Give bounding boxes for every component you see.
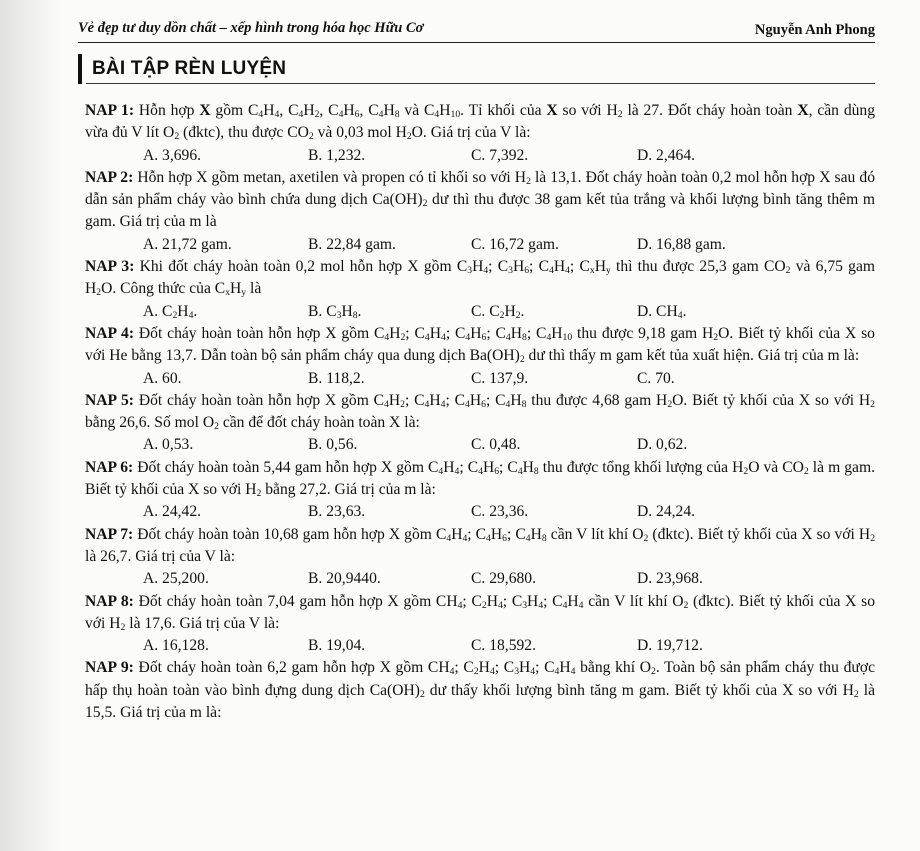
question-text: Hỗn hợp X gồm metan, axetilen và propen có tỉ khối so với $H_2$ là 13,1. Đốt cháy hoàn toàn 0,2 mol hỗn hợp X sau đó dẫn sản phẩm cháy vào bình chứa dung dịch $Ca(OH)_2$ dư thì thu được 38 gam kết tủa trắng và khối lượng bình tăng thêm m gam. Giá trị của m là <box>85 168 875 231</box>
answer-option: D. 24,24. <box>637 503 696 521</box>
answer-option: A. $C_2H_4$. <box>143 302 198 321</box>
answer-option: B. $C_3H_8$. <box>308 302 362 321</box>
question-text: Đốt cháy hoàn toàn 5,44 gam hỗn hợp X gồm $C_4H_4$; $C_4H_6$; $C_4H_8$ thu được tổng khối lượng của $H_2O$ và $CO_2$ là m gam. Biết tỷ khối của X so với $H_2$ bằng 27,2. Giá trị của m là: <box>85 458 876 500</box>
answer-option: C. 23,36. <box>471 503 529 521</box>
question-1 <box>85 100 875 145</box>
question-2 <box>85 167 875 234</box>
question-label: NAP 3: <box>85 258 135 276</box>
answer-option: B. 0,56. <box>308 436 358 454</box>
answer-option: C. 137,9. <box>471 369 529 387</box>
question-8 <box>85 591 875 636</box>
answer-option: B. 20,9440. <box>308 570 381 588</box>
section-title-box <box>78 54 875 84</box>
answer-options <box>85 234 875 256</box>
header-title: Vẻ đẹp tư duy dồn chất – xếp hình trong hóa học Hữu Cơ <box>78 20 424 36</box>
answer-option: A. 16,128. <box>143 637 209 655</box>
question-label: NAP 6: <box>85 458 134 476</box>
answer-options <box>85 501 875 523</box>
answer-option: B. 19,04. <box>308 637 366 655</box>
question-text: Đốt cháy hoàn toàn hỗn hợp X gồm $C_4H_2$; $C_4H_4$; $C_4H_6$; $C_4H_8$; $C_4H_{10}$ thu được 9,18 gam $H_2O$. Biết tỷ khối của X so với He bằng 13,7. Dẫn toàn bộ sản phẩm cháy qua dung dịch $Ba(OH)_2$ dư thì thấy m gam kết tủa xuất hiện. Giá trị của m là: <box>85 324 875 366</box>
answer-option: B. 22,84 gam. <box>308 235 396 253</box>
scan-shadow <box>0 0 60 851</box>
question-label: NAP 4: <box>85 324 135 342</box>
section-title-rule <box>86 83 875 84</box>
answer-option: A. 21,72 gam. <box>143 235 232 253</box>
page-header <box>78 20 875 42</box>
answer-option: D. $CH_4$. <box>637 302 687 321</box>
answer-options <box>85 434 875 456</box>
header-author: Nguyễn Anh Phong <box>754 22 875 38</box>
question-label: NAP 1: <box>85 102 135 119</box>
answer-options <box>85 301 875 323</box>
answer-option: C. 70. <box>637 369 675 387</box>
answer-option: A. 60. <box>143 369 182 387</box>
question-text: Đốt cháy hoàn toàn hỗn hợp X gồm $C_4H_2$; $C_4H_4$; $C_4H_6$; $C_4H_8$ thu được 4,68 gam $H_2O$. Biết tỷ khối của X so với $H_2$ bằng 26,6. Số mol $O_2$ cần để đốt cháy hoàn toàn X là: <box>85 391 875 433</box>
answer-option: D. 2,464. <box>637 146 696 164</box>
question-text: Khi đốt cháy hoàn toàn 0,2 mol hỗn hợp X gồm $C_3H_4$; $C_3H_6$; $C_4H_4$; $C_xH_y$ thì thu được 25,3 gam $CO_2$ và 6,75 gam $H_2O$. Công thức của $C_xH_y$ là <box>85 258 875 299</box>
answer-option: A. 3,696. <box>143 146 202 164</box>
answer-option: C. 7,392. <box>471 146 529 164</box>
answer-option: A. 24,42. <box>143 503 202 521</box>
question-label: NAP 2: <box>85 168 134 186</box>
header-rule <box>78 42 875 43</box>
question-3 <box>85 256 875 301</box>
question-label: NAP 7: <box>85 525 134 543</box>
question-label: NAP 8: <box>85 592 134 610</box>
answer-option: C. 16,72 gam. <box>471 235 559 253</box>
question-list <box>85 100 875 724</box>
question-9 <box>85 657 875 724</box>
answer-option: B. 23,63. <box>308 503 366 521</box>
question-5 <box>85 390 875 435</box>
question-text: Đốt cháy hoàn toàn 7,04 gam hỗn hợp X gồm $CH_4$; $C_2H_4$; $C_3H_4$; $C_4H_4$ cần V lít khí $O_2$ (đktc). Biết tỷ khối của X so với $H_2$ là 17,6. Giá trị của V là: <box>85 592 875 633</box>
question-7 <box>85 524 875 569</box>
answer-options <box>85 568 875 590</box>
answer-options <box>85 145 875 167</box>
answer-option: D. 16,88 gam. <box>637 235 726 253</box>
question-label: NAP 5: <box>85 391 135 409</box>
question-text: Đốt cháy hoàn toàn 6,2 gam hỗn hợp X gồm $CH_4$; $C_2H_4$; $C_3H_4$; $C_4H_4$ bằng khí $O_2$. Toàn bộ sản phẩm cháy thu được hấp thụ hoàn toàn vào bình đựng dung dịch $Ca(OH)_2$ dư thấy khối lượng bình tăng m gam. Biết tỷ khối của X so với $H_2$ là 15,5. Giá trị của m là: <box>85 659 875 722</box>
answer-option: D. 23,968. <box>637 570 703 588</box>
answer-option: C. 0,48. <box>471 436 521 454</box>
answer-option: A. 25,200. <box>143 570 209 588</box>
question-6 <box>85 457 875 502</box>
answer-option: D. 19,712. <box>637 637 703 655</box>
answer-options <box>85 635 875 657</box>
question-label: NAP 9: <box>85 659 134 677</box>
answer-option: D. 0,62. <box>637 436 688 454</box>
question-text: Hỗn hợp X gồm $C_4H_4$, $C_4H_2$, $C_4H_6$, $C_4H_8$ và $C_4H_{10}$. Tỉ khối của X so với $H_2$ là 27. Đốt cháy hoàn toàn X, cần dùng vừa đủ V lít $O_2$ (đktc), thu được $CO_2$ và 0,03 mol $H_2O$. Giá trị của V là: <box>85 102 876 143</box>
section-title: BÀI TẬP RÈN LUYỆN <box>92 58 287 79</box>
answer-options <box>85 368 875 390</box>
question-4 <box>85 323 875 368</box>
answer-option: A. 0,53. <box>143 436 194 454</box>
answer-option: B. 118,2. <box>308 369 365 387</box>
answer-option: C. 29,680. <box>471 570 536 588</box>
answer-option: C. 18,592. <box>471 637 536 655</box>
answer-option: B. 1,232. <box>308 146 366 164</box>
question-text: Đốt cháy hoàn toàn 10,68 gam hỗn hợp X gồm $C_4H_4$; $C_4H_6$; $C_4H_8$ cần V lít khí $O_2$ (đktc). Biết tỷ khối của X so với $H_2$ là 26,7. Giá trị của V là: <box>85 525 876 565</box>
answer-option: C. $C_2H_2$. <box>471 302 525 321</box>
